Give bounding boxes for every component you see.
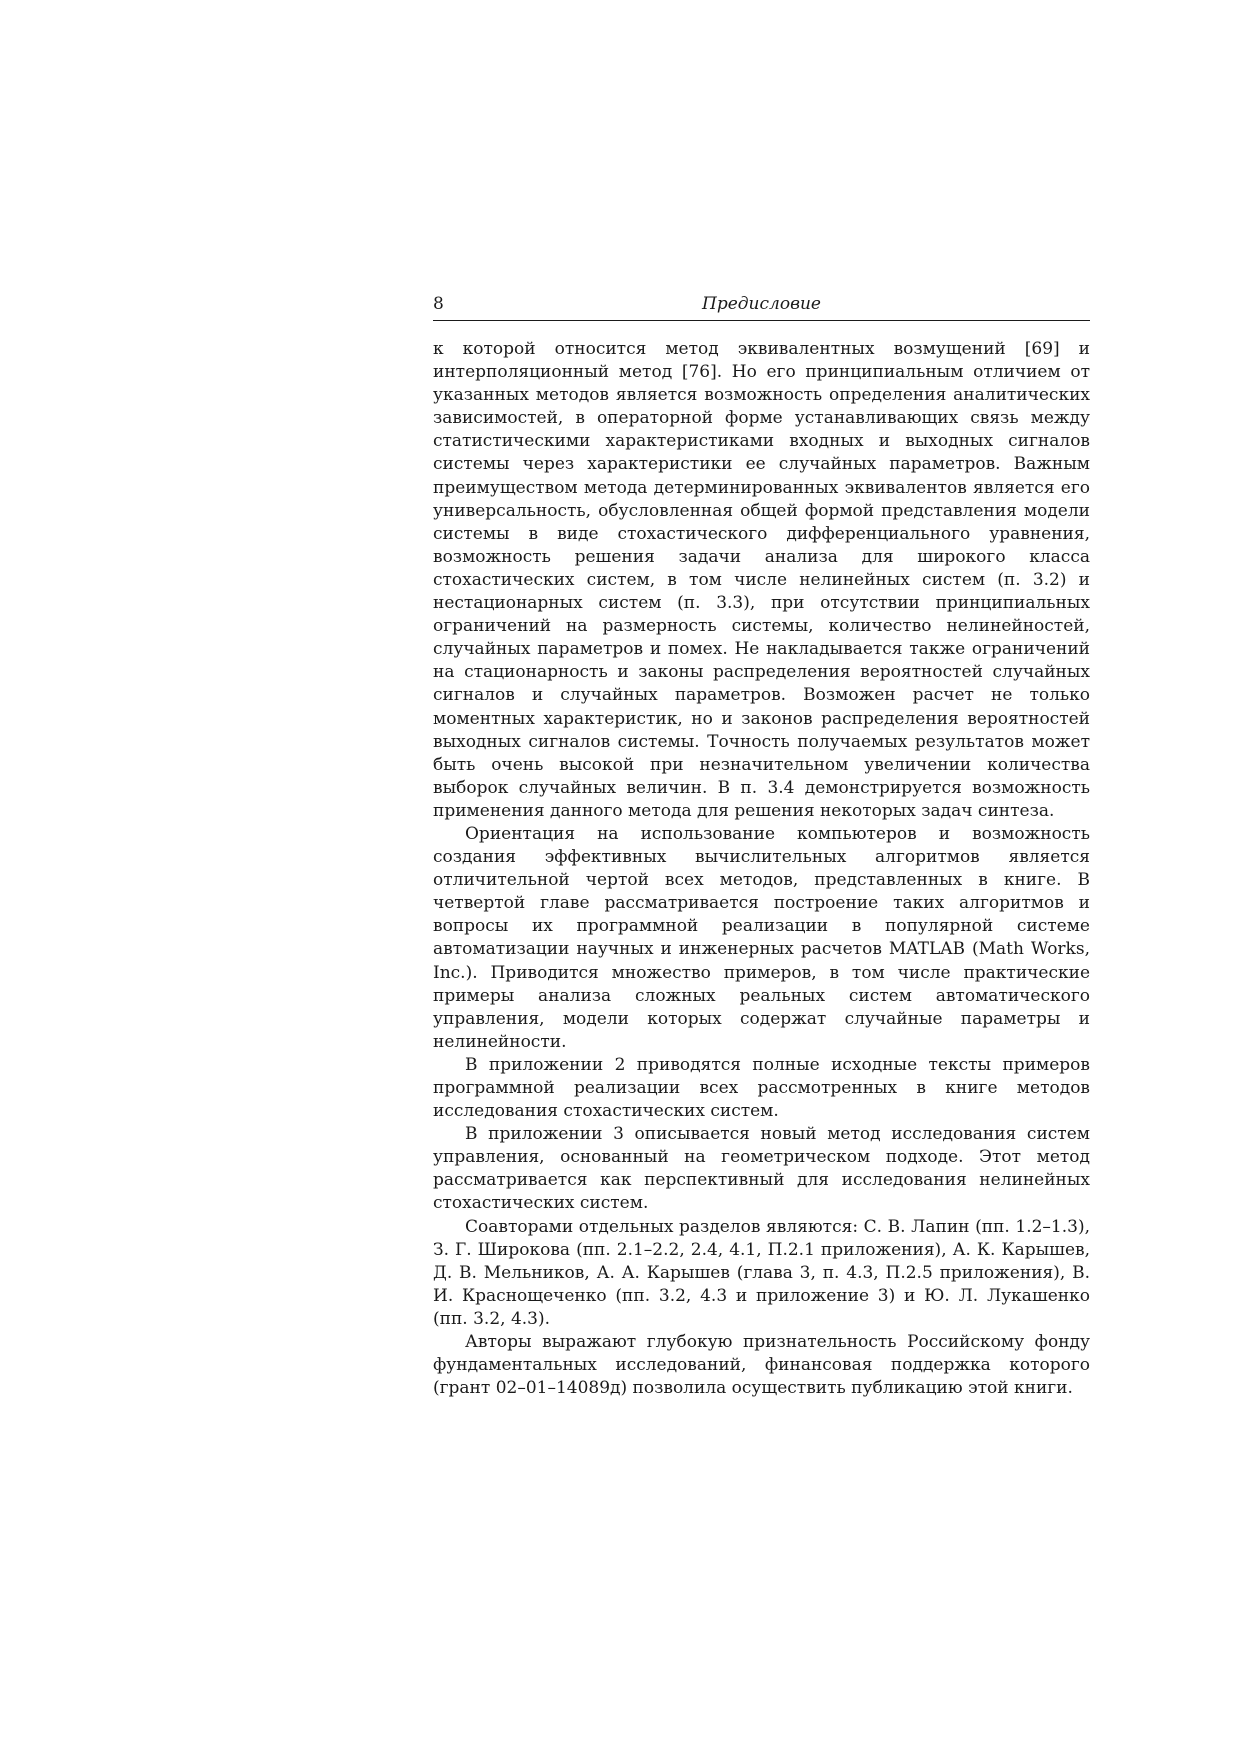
paragraph-coauthors: Соавторами отдельных разделов являются: С. В. Лапин (пп. 1.2–1.3), З. Г. Широкова (пп. 2.1–2.2, 2.4, 4.1, П.2.1 приложения), А. К. Карышев, Д. В. Мельников, А. А. Карышев (глава 3, п. 4.3, П.2.5 приложения), В. И. Краснощеченко (пп. 3.2, 4.3 и приложение 3) и Ю. Л. Лукашенко (пп. 3.2, 4.3). bbox=[433, 1216, 1090, 1329]
page-body bbox=[433, 338, 1090, 1400]
paragraph-continuation: к которой относится метод эквивалентных возмущений [69] и интерполяционный метод [76]. Но его принципиальным отличием от указанных методов является возможность определения аналитических зависимостей, в операторной форме устанавливающих связь между статистическими характеристиками входных и выходных сигналов системы через характеристики ее случайных параметров. Важным преимуществом метода детерминированных эквивалентов является его универсальность, обусловленная общей формой представления модели системы в виде стохастического дифференциального уравнения, возможность решения задачи анализа для широкого класса стохастических систем, в том числе нелинейных систем (п. 3.2) и нестационарных систем (п. 3.3), при отсутствии принципиальных ограничений на размерность системы, количество нелинейностей, случайных параметров и помех. Не накладывается также ограничений на стационарность и законы распределения вероятностей случайных сигналов и случайных параметров. Возможен расчет не только моментных характеристик, но и законов распределения вероятностей выходных сигналов системы. Точность получаемых результатов может быть очень высокой при незначительном увеличении количества выборок случайных величин. В п. 3.4 демонстрируется возможность применения данного метода для решения некоторых задач синтеза. bbox=[433, 339, 1090, 821]
running-title: Предисловие bbox=[702, 294, 821, 314]
page-header bbox=[433, 292, 1090, 321]
paragraph-appendix-3: В приложении 3 описывается новый метод исследования систем управления, основанный на геометрическом подходе. Этот метод рассматривается как перспективный для исследования нелинейных стохастических систем. bbox=[433, 1124, 1090, 1214]
paragraph-appendix-2: В приложении 2 приводятся полные исходные тексты примеров программной реализации всех рассмотренных в книге методов исследования стохастических систем. bbox=[433, 1054, 1090, 1122]
paragraph-computer-orientation: Ориентация на использование компьютеров и возможность создания эффективных вычислительных алгоритмов является отличительной чертой всех методов, представленных в книге. В четвертой главе рассматривается построение таких алгоритмов и вопросы их программной реализации в популярной системе автоматизации научных и инженерных расчетов MATLAB (Math Works, Inc.). Приводится множество примеров, в том числе практические примеры анализа сложных реальных систем автоматического управления, модели которых содержат случайные параметры и нелинейности. bbox=[433, 823, 1090, 1052]
paragraph-acknowledgements: Авторы выражают глубокую признательность Российскому фонду фундаментальных исследований, финансовая поддержка которого (грант 02–01–14089д) позволила осуществить публикацию этой книги. bbox=[433, 1332, 1090, 1399]
page-number: 8 bbox=[433, 294, 444, 314]
